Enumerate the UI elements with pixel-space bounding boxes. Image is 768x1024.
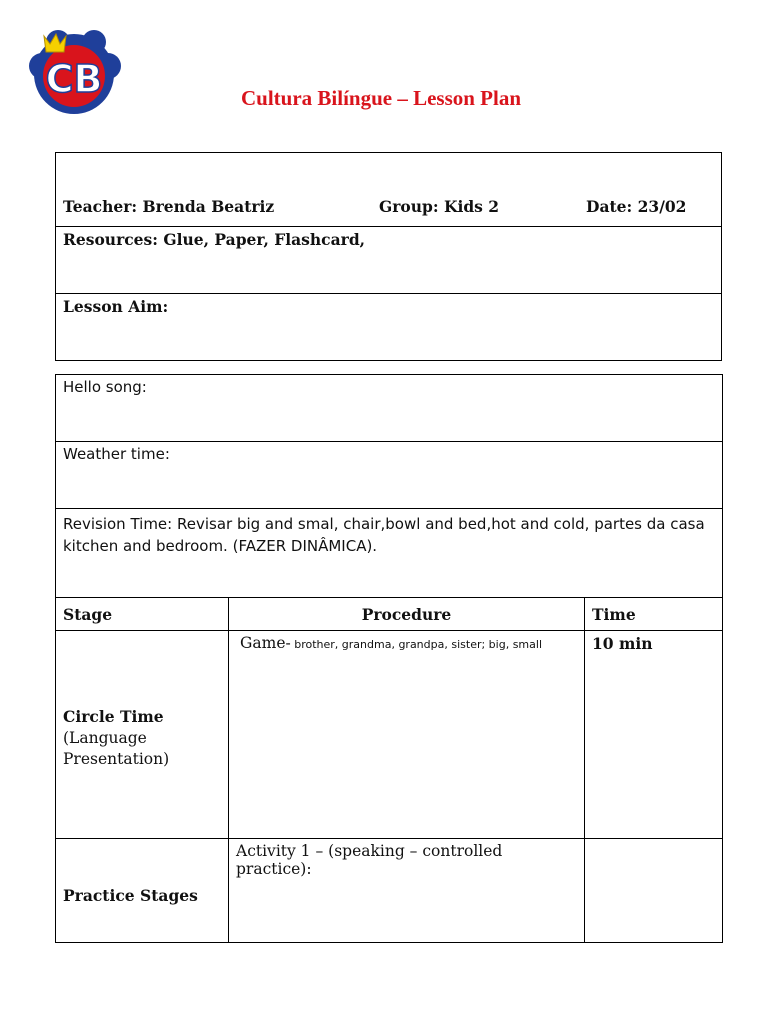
- svg-text:CB: CB: [45, 57, 103, 101]
- revision-time-row: Revision Time: Revisar big and smal, chair,bowl and bed,hot and cold, partes da casa kitchen and bedroom. (FAZER DINÂMICA).: [56, 509, 723, 598]
- stage-cell-circle-time: [56, 631, 229, 839]
- lesson-procedure-table: [55, 374, 723, 943]
- lesson-aim-field: Lesson Aim:: [56, 294, 722, 361]
- hello-song-row: Hello song:: [56, 375, 723, 442]
- stage-cell-practice: Practice Stages: [56, 839, 229, 943]
- resources-field: Resources: Glue, Paper, Flashcard,: [56, 227, 722, 294]
- stage-title: Circle Time: [63, 707, 164, 727]
- stage-header: Stage: [56, 598, 229, 631]
- date-field: Date: 23/02: [586, 197, 687, 216]
- header-row: [56, 153, 722, 227]
- weather-time-row: Weather time:: [56, 442, 723, 509]
- activity-1-text: Activity 1 – (speaking – controlled practice):: [236, 842, 503, 878]
- lesson-info-table: [55, 152, 722, 361]
- time-header: Time: [585, 598, 723, 631]
- time-cell-practice: [585, 839, 723, 943]
- procedure-label: Game-: [240, 634, 291, 652]
- teacher-field: Teacher: Brenda Beatriz: [63, 197, 275, 216]
- procedure-cell-circle-time: [229, 631, 585, 839]
- time-cell-circle-time: 10 min: [585, 631, 723, 839]
- stage-subtitle: (Language Presentation): [63, 728, 170, 769]
- group-field: Group: Kids 2: [379, 197, 500, 216]
- procedure-cell-practice: [229, 839, 585, 943]
- document-title: Cultura Bilíngue – Lesson Plan: [240, 86, 522, 110]
- procedure-detail: brother, grandma, grandpa, sister; big, small: [290, 638, 542, 651]
- procedure-header: Procedure: [229, 598, 585, 631]
